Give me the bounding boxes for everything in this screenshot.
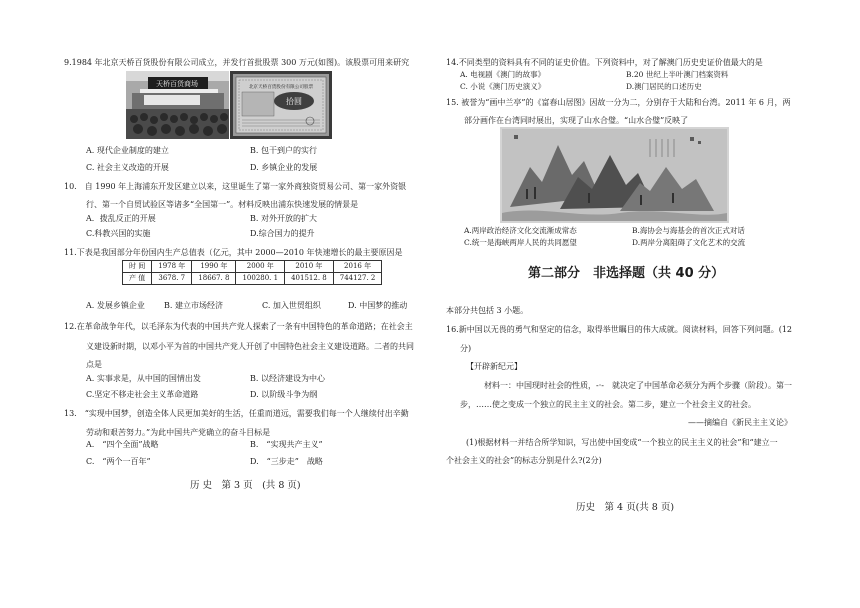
q11-option-a: A. 发展乡镇企业 [86, 301, 145, 310]
table-cell: 1990 年 [192, 261, 236, 273]
certificate-amount: 拾圆 [286, 97, 302, 106]
q14-stem: 14.不同类型的资料具有不同的证史价值。下列资料中，对了解澳门历史史证价值最大的是 [446, 58, 763, 67]
q16-line1: 16.新中国以无畏的勇气和坚定的信念，取得举世瞩目的伟大成就。阅读材料，回答下列问题。(12 [446, 325, 793, 334]
table-cell: 2016 年 [333, 261, 382, 273]
table-cell: 产 值 [123, 273, 152, 285]
q15-option-c: C.统一是海峡两岸人民的共同愿望 [464, 238, 577, 247]
q10-line2: 行、第一个自贸试验区等诸多“全国第一”。材料反映出浦东快速发展的情景是 [86, 200, 359, 209]
q14-option-b: B.20 世纪上半叶澳门档案资料 [626, 70, 729, 79]
q12-option-a: A. 实事求是，从中国的国情出发 [86, 374, 201, 383]
q13-line2: 劳动和艰苦努力。”为此中国共产党确立的奋斗目标是 [86, 428, 271, 437]
q12-option-d: D. 以阶级斗争为纲 [250, 390, 318, 399]
certificate-title: 北京天桥百货股份有限公司股票 [248, 85, 314, 90]
q13-option-b: B. “实现共产主义” [250, 440, 323, 449]
table-cell: 2000 年 [236, 261, 285, 273]
q10-option-a: A．拨乱反正的开展 [86, 214, 156, 223]
q12-option-b: B. 以经济建设为中心 [250, 374, 325, 383]
q16-line2: 分) [460, 344, 472, 353]
q14-option-d: D.澳门居民的口述历史 [626, 82, 702, 91]
q11-stem: 11.下表是我国部分年份国内生产总值表（亿元，其中 2000—2010 年快速增长的最主要原因是 [64, 248, 403, 257]
q9-stem: 9.1984 年北京天桥百货股份有限公司成立，并发行首批股票 300 万元(如图)。该股票可用来研究 [64, 58, 410, 67]
q11-option-c: C. 加入世贸组织 [262, 301, 321, 310]
q11-option-b: B. 建立市场经济 [164, 301, 223, 310]
q16-heading: 【开辟新纪元】 [466, 362, 522, 371]
section-title: 第二部分 非选择题（共 40 分） [528, 266, 725, 281]
right-page-footer: 历史 第 4 页(共 8 页) [576, 502, 675, 513]
table-cell: 18667. 8 [192, 273, 236, 285]
q9-option-c: C. 社会主义改造的开展 [86, 163, 169, 172]
q10-option-d: D.综合国力的提升 [250, 229, 315, 238]
landscape-painting-image [500, 127, 729, 223]
table-cell: 100280. 1 [236, 273, 285, 285]
q10-option-b: B. 对外开放的扩大 [250, 214, 317, 223]
store-sign-text: 天桥百货商场 [156, 80, 198, 88]
q10-option-c: C.科教兴国的实施 [86, 229, 151, 238]
q9-option-b: B. 包干到户的实行 [250, 146, 317, 155]
table-cell: 401512. 8 [285, 273, 334, 285]
q12-line3: 点是 [86, 360, 102, 369]
q16-sub1-line2: 个社会主义的社会”的标志分别是什么?(2分) [446, 456, 602, 465]
q15-line2: 部分画作在台湾同时展出，实现了山水合璧。“山水合璧”反映了 [464, 116, 689, 125]
q9-option-a: A. 现代企业制度的建立 [86, 146, 169, 155]
q13-option-a: A. “四个全面”战略 [86, 440, 159, 449]
q16-material-line1: 材料一：中国现时社会的性质，-·- 就决定了中国革命必须分为两个步骤（阶段）。第一 [484, 381, 792, 390]
q14-option-a: A. 电视剧《澳门的故事》 [460, 70, 546, 79]
table-cell: 744127. 2 [333, 273, 382, 285]
q15-option-b: B.海协会与海基会的首次正式对话 [632, 226, 745, 235]
q13-line1: 13. “实现中国梦，创造全体人民更加美好的生活，任重而道远，需要我们每一个人继续付出辛勤 [64, 409, 409, 418]
table-cell: 2010 年 [285, 261, 334, 273]
gdp-table [122, 260, 382, 285]
table-cell: 3678. 7 [152, 273, 192, 285]
section-note: 本部分共包括 3 小题。 [446, 306, 529, 315]
q16-material-source: ——摘编自《新民主主义论》 [688, 418, 792, 427]
q15-option-a: A.两岸政治经济文化交流渐成常态 [464, 226, 577, 235]
q13-option-d: D. “三步走” 战略 [250, 457, 323, 466]
q12-line1: 12.在革命战争年代，以毛泽东为代表的中国共产党人探索了一条有中国特色的革命道路；在社会主 [64, 322, 413, 331]
q10-line1: 10. 自 1990 年上海浦东开发区建立以来，这里诞生了第一家外商独资贸易公司、第一家外资银 [64, 182, 407, 191]
q11-option-d: D. 中国梦的推动 [348, 301, 408, 310]
q12-line2: 义建设新时期，以邓小平为首的中国共产党人开创了中国特色社会主义建设道路。二者的共同 [86, 342, 414, 351]
q12-option-c: C.坚定不移走社会主义革命道路 [86, 390, 199, 399]
left-page-footer: 历 史 第 3 页 (共 8 页) [190, 480, 301, 491]
q9-option-d: D. 乡镇企业的发展 [250, 163, 318, 172]
q15-option-d: D.两岸分离阻碍了文化艺术的交流 [632, 238, 746, 247]
table-row [123, 261, 382, 273]
department-store-photo [126, 71, 229, 139]
q15-line1: 15. 被誉为“画中兰亭”的《富春山居图》因故一分为二，分别存于大陆和台湾。2011 年 6 月，两 [446, 98, 791, 107]
q13-option-c: C. “两个一百年” [86, 457, 151, 466]
table-cell: 时 间 [123, 261, 152, 273]
q14-option-c: C. 小说《澳门历史演义》 [460, 82, 546, 91]
q16-material-line2: 步，……使之变成一个独立的民主主义的社会。第二步，建立一个社会主义的社会。 [460, 400, 756, 409]
table-row [123, 273, 382, 285]
q16-sub1-line1: (1)根据材料一并结合所学知识，写出使中国变成“一个独立的民主主义的社会”和“建立一 [466, 438, 778, 447]
stock-certificate-image [230, 71, 332, 139]
table-cell: 1978 年 [152, 261, 192, 273]
